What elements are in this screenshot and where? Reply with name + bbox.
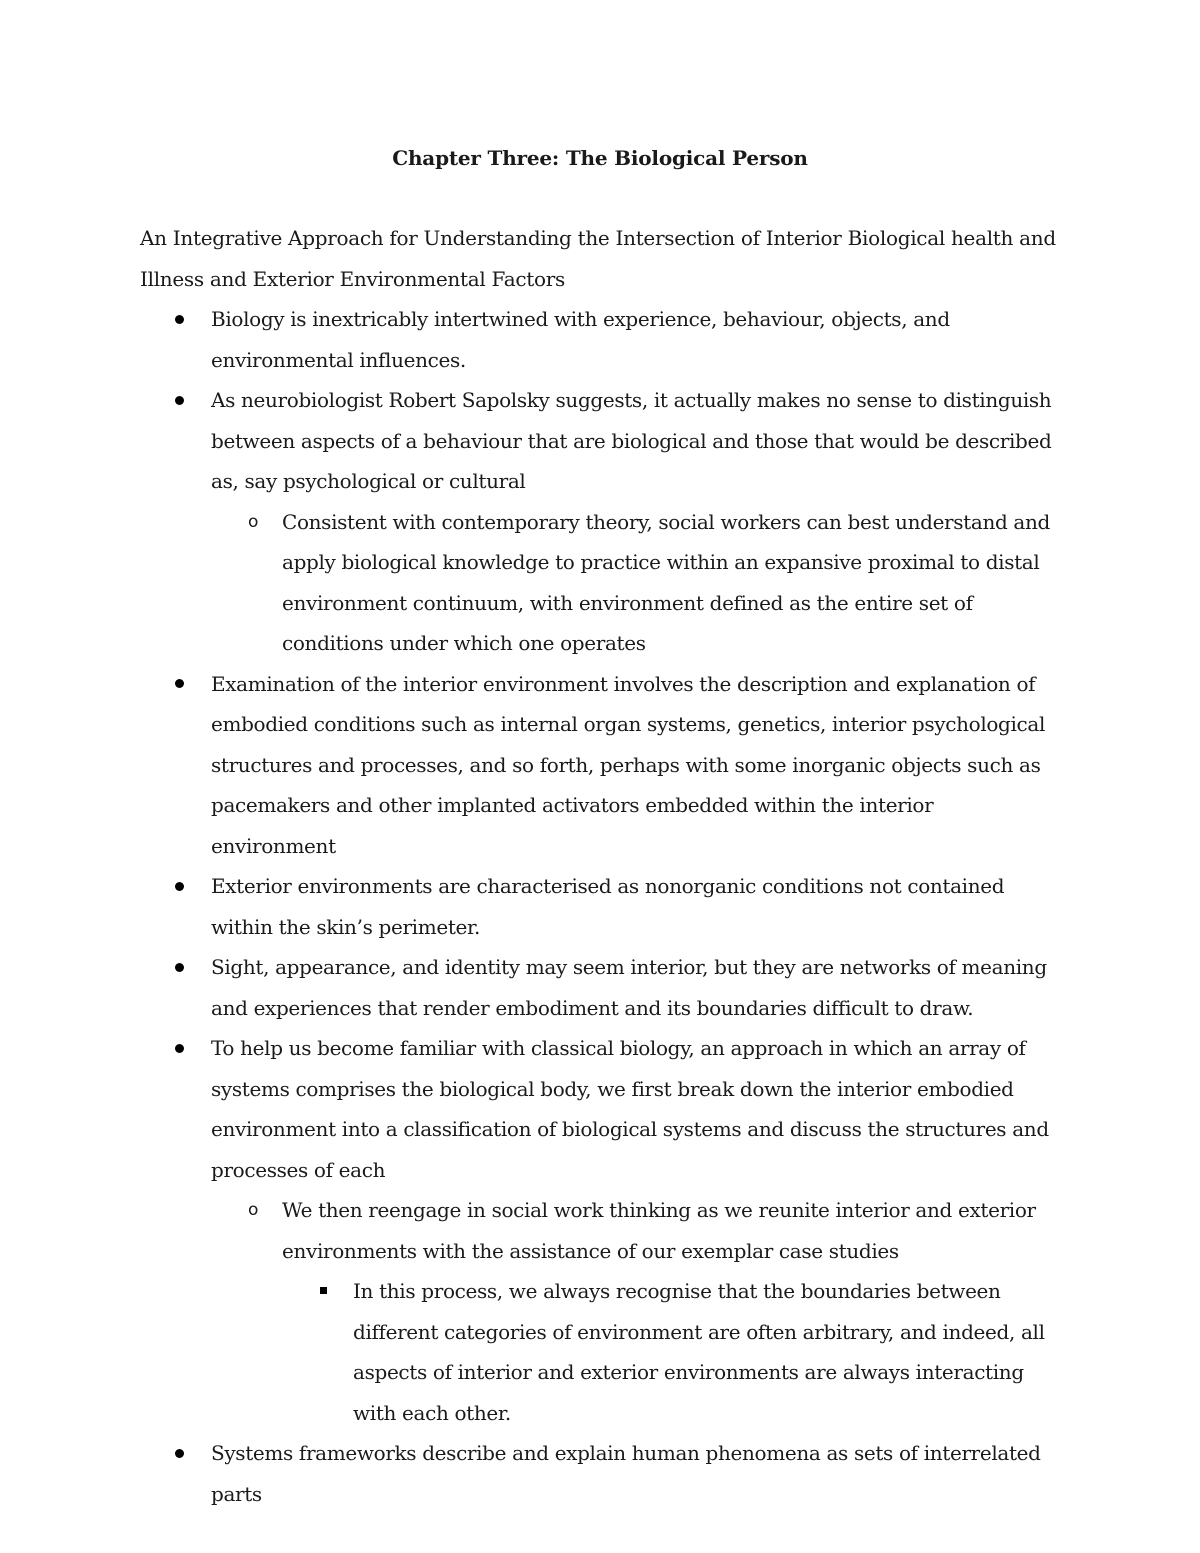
bullet-icon — [175, 947, 184, 988]
list-item-text: In this process, we always recognise that the boundaries between different categories of environment are often arbitrary, and indeed, all aspects of interior and exterior environments are always interacting with each other. — [353, 1279, 1045, 1425]
list-item — [140, 1190, 1060, 1271]
list-item — [140, 947, 1060, 1028]
list-item-text: As neurobiologist Robert Sapolsky suggests, it actually makes no sense to distinguish between aspects of a behaviour that are biological and those that would be described as, say psychological or cultural — [211, 388, 1052, 493]
square-bullet-icon — [320, 1271, 327, 1312]
list-item-text: Systems frameworks describe and explain human phenomena as sets of interrelated parts — [211, 1441, 1041, 1506]
list-item — [140, 502, 1060, 664]
bullet-icon — [175, 380, 184, 421]
bullet-icon — [175, 299, 184, 340]
bullet-icon — [175, 1028, 184, 1069]
list-item-text: We then reengage in social work thinking as we reunite interior and exterior environments with the assistance of our exemplar case studies — [282, 1198, 1036, 1263]
document-page — [140, 138, 1060, 1514]
bullet-icon — [175, 866, 184, 907]
circle-bullet-icon: o — [248, 511, 259, 532]
circle-bullet-icon: o — [248, 1200, 259, 1220]
list-item — [140, 664, 1060, 867]
list-item-text: To help us become familiar with classical biology, an approach in which an array of systems comprises the biological body, we first break down the interior embodied environment into a classification of biological systems and discuss the structures and processes of each — [211, 1036, 1049, 1182]
list-item — [140, 299, 1060, 380]
list-item-text: Sight, appearance, and identity may seem interior, but they are networks of meaning and experiences that render embodiment and its boundaries difficult to draw. — [211, 955, 1047, 1020]
list-item — [140, 866, 1060, 947]
list-item — [140, 1028, 1060, 1190]
section-heading: An Integrative Approach for Understanding the Intersection of Interior Biological health and Illness and Exterior Environmental Factors — [140, 226, 1056, 291]
list-item-text: Consistent with contemporary theory, social workers can best understand and apply biological knowledge to practice within an expansive proximal to distal environment continuum, with environment defined as the entire set of conditions under which one operates — [282, 509, 1050, 655]
list-item — [140, 1271, 1060, 1433]
list-item — [140, 1433, 1060, 1514]
list-item-text: Exterior environments are characterised as nonorganic conditions not contained within the skin’s perimeter. — [211, 874, 1005, 939]
list-item-text: Examination of the interior environment involves the description and explanation of embodied conditions such as internal organ systems, genetics, interior psychological structures and processes, and so forth, perhaps with some inorganic objects such as pacemakers and other implanted activators embedded within the interior environment — [211, 671, 1046, 858]
list-item-text: Biology is inextricably intertwined with experience, behaviour, objects, and environmental influences. — [211, 307, 950, 372]
bullet-icon — [175, 1433, 184, 1474]
page-title: Chapter Three: The Biological Person — [392, 146, 808, 170]
bullet-icon — [175, 664, 184, 705]
bullet-list — [140, 299, 1060, 1514]
list-item — [140, 380, 1060, 502]
